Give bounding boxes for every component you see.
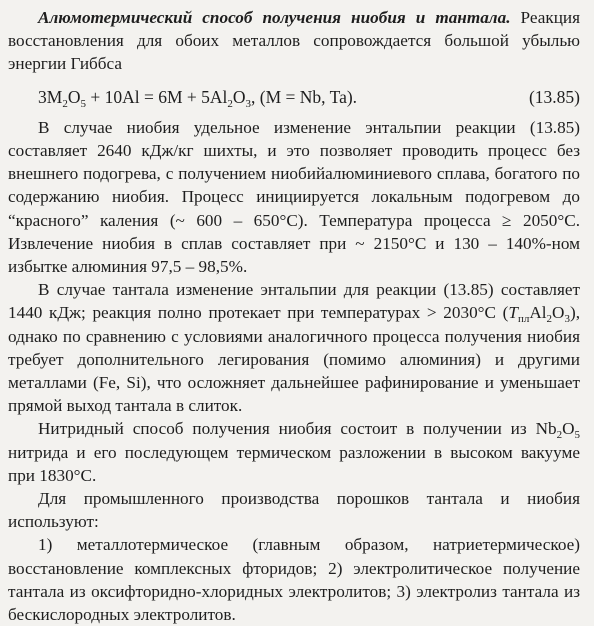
paragraph-nitride-method: Нитридный способ получения ниобия состоит в получении из $Nb_2O_5$ нитрида и его последующем термическом разложении в высоком вакууме при 1830°С. bbox=[8, 419, 580, 485]
equation-formula: $3M_2O_5 + 10Al = 6M + 5Al_2O_3$, (M = Nb, Ta). bbox=[38, 86, 358, 110]
equation-number: (13.85) bbox=[528, 86, 580, 107]
paragraph-methods-list: 1) металлотермическое (главным образом, натриетермическое) восстановление комплексных фторидов; 2) электролитическое получение тантала из оксифторидно-хлоридных электролитов; 3) электролиз тантала из бескислородных электролитов. bbox=[8, 535, 580, 625]
equation-13-85 bbox=[8, 86, 580, 109]
paragraph-niobium-enthalpy: В случае ниобия удельное изменение энтальпии реакции (13.85) составляет 2640 кДж/кг шихты, и это позволяет проводить процесс без внешнего подогрева, с получением ниобийалюминиевого сплава, богатого по содержанию ниобия. Процесс инициируется локальным подогревом до “красного” каления (~ 600 – 650°С). Температура процесса ≥ 2050°С. Извлечение ниобия в сплав составляет при ~ 2150°С и 130 – 140%-ном избытке алюминия 97,5 – 98,5%. bbox=[8, 117, 580, 277]
section-heading: Алюмотермический способ получения ниобия и тантала. bbox=[38, 8, 511, 27]
paragraph-text: Реакция восстановления для обоих металлов сопровождается большой убылью энергии Гиббса bbox=[8, 8, 580, 74]
paragraph-powder-production: Для промышленного производства порошков тантала и ниобия используют: bbox=[8, 489, 580, 532]
paragraph-tantalum-enthalpy: В случае тантала изменение энтальпии для реакции (13.85) составляет 1440 кДж; реакция полно протекает при температурах > 2030°С $(T_{пл}Al_2O_3)$, однако по сравнению с условиями аналогичного процесса получения ниобия требует дополнительного легирования (помимо алюминия) и другими металлами (Fe, Si), что осложняет дальнейшее рафинирование и уменьшает прямой выход тантала в слиток. bbox=[8, 280, 580, 416]
melting-temperature-symbol: T bbox=[508, 303, 518, 323]
paragraph-aluminothermic-intro bbox=[8, 6, 580, 76]
